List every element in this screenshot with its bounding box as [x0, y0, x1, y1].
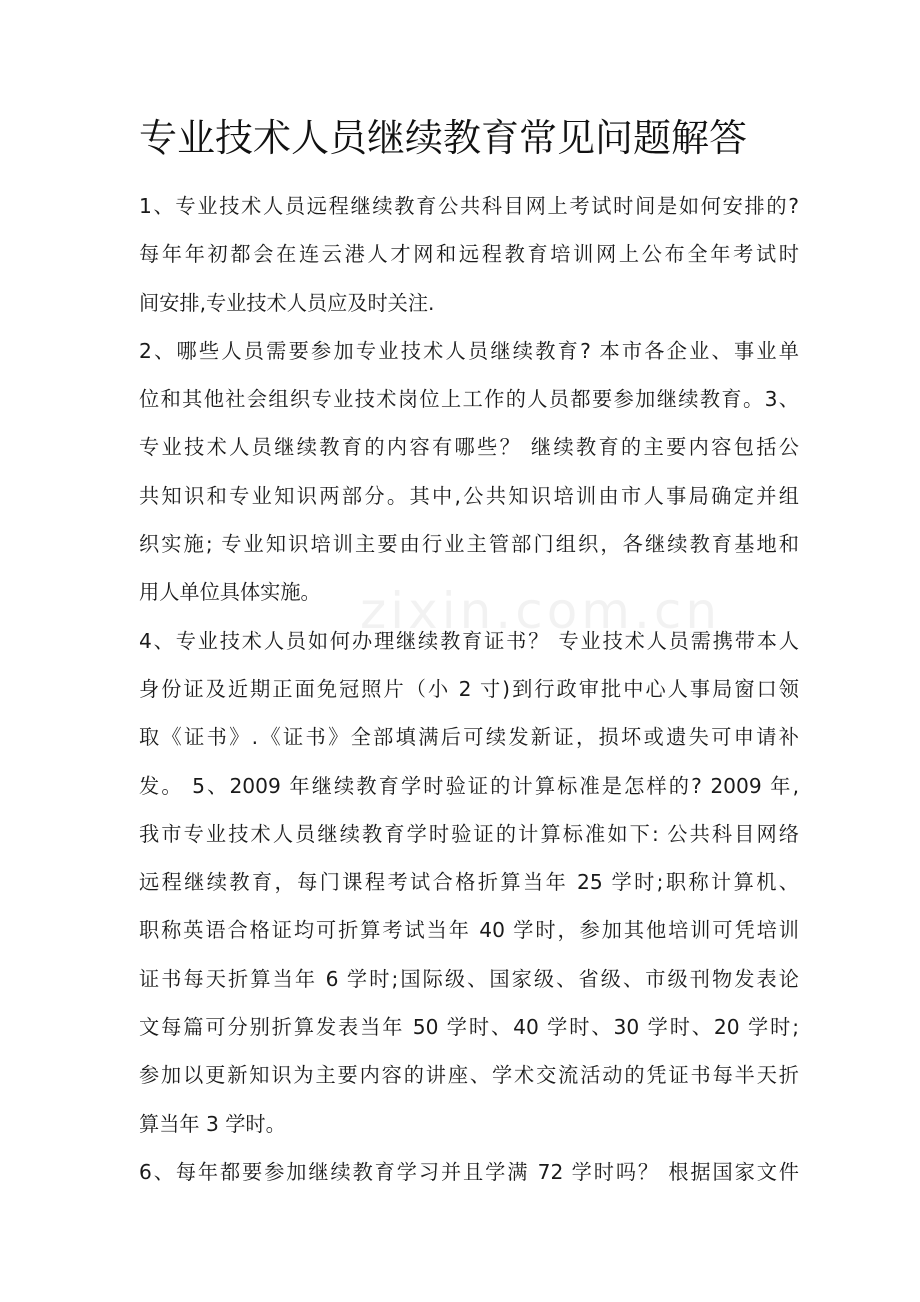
text-line: 间安排,专业技术人员应及时关注. [139, 290, 435, 315]
text-line: 证书每天折算当年 6 学时;国际级、国家级、省级、市级刊物发表论 [139, 966, 799, 991]
text-line: 用人单位具体实施。 [139, 580, 321, 605]
text-line: 位和其他社会组织专业技术岗位上工作的人员都要参加继续教育。3、 [139, 387, 799, 412]
text-line: 专业技术人员继续教育的内容有哪些？ 继续教育的主要内容包括公 [139, 435, 799, 460]
text-line: 我市专业技术人员继续教育学时验证的计算标准如下: 公共科目网络 [139, 821, 799, 846]
text-line: 每年年初都会在连云港人才网和远程教育培训网上公布全年考试时 [139, 242, 799, 267]
text-line: 2、哪些人员需要参加专业技术人员继续教育? 本市各企业、事业单 [139, 338, 799, 363]
text-line: 发。 5、2009 年继续教育学时验证的计算标准是怎样的? 2009 年, [139, 773, 799, 798]
paragraph-q4-q5 [139, 617, 799, 1148]
text-line: 4、专业技术人员如何办理继续教育证书？ 专业技术人员需携带本人 [139, 628, 799, 653]
text-line: 算当年 3 学时。 [139, 1111, 286, 1136]
text-line: 织实施; 专业知识培训主要由行业主管部门组织，各继续教育基地和 [139, 532, 799, 557]
text-line: 参加以更新知识为主要内容的讲座、学术交流活动的凭证书每半天折 [139, 1063, 799, 1088]
text-line: 取《证书》.《证书》全部填满后可续发新证，损坏或遗失可申请补 [139, 725, 799, 750]
text-line: 共知识和专业知识两部分。其中,公共知识培训由市人事局确定并组 [139, 483, 799, 508]
watermark: zixin.com.cn [360, 582, 722, 640]
text-line: 1、专业技术人员远程继续教育公共科目网上考试时间是如何安排的? [139, 194, 799, 218]
document-body [139, 182, 799, 1196]
paragraph-q2-q3 [139, 327, 799, 617]
text-line: 职称英语合格证均可折算考试当年 40 学时，参加其他培训可凭培训 [139, 918, 799, 943]
page-title: 专业技术人员继续教育常见问题解答 [139, 116, 748, 160]
text-line: 远程继续教育，每门课程考试合格折算当年 25 学时;职称计算机、 [139, 870, 799, 895]
text-line: 6、每年都要参加继续教育学习并且学满 72 学时吗？ 根据国家文件 [139, 1159, 799, 1184]
text-line: 文每篇可分别折算发表当年 50 学时、40 学时、30 学时、20 学时; [139, 1015, 799, 1040]
paragraph-q1 [139, 182, 799, 327]
text-line: 身份证及近期正面免冠照片（小 2 寸)到行政审批中心人事局窗口领 [139, 676, 799, 701]
paragraph-q6 [139, 1148, 799, 1196]
